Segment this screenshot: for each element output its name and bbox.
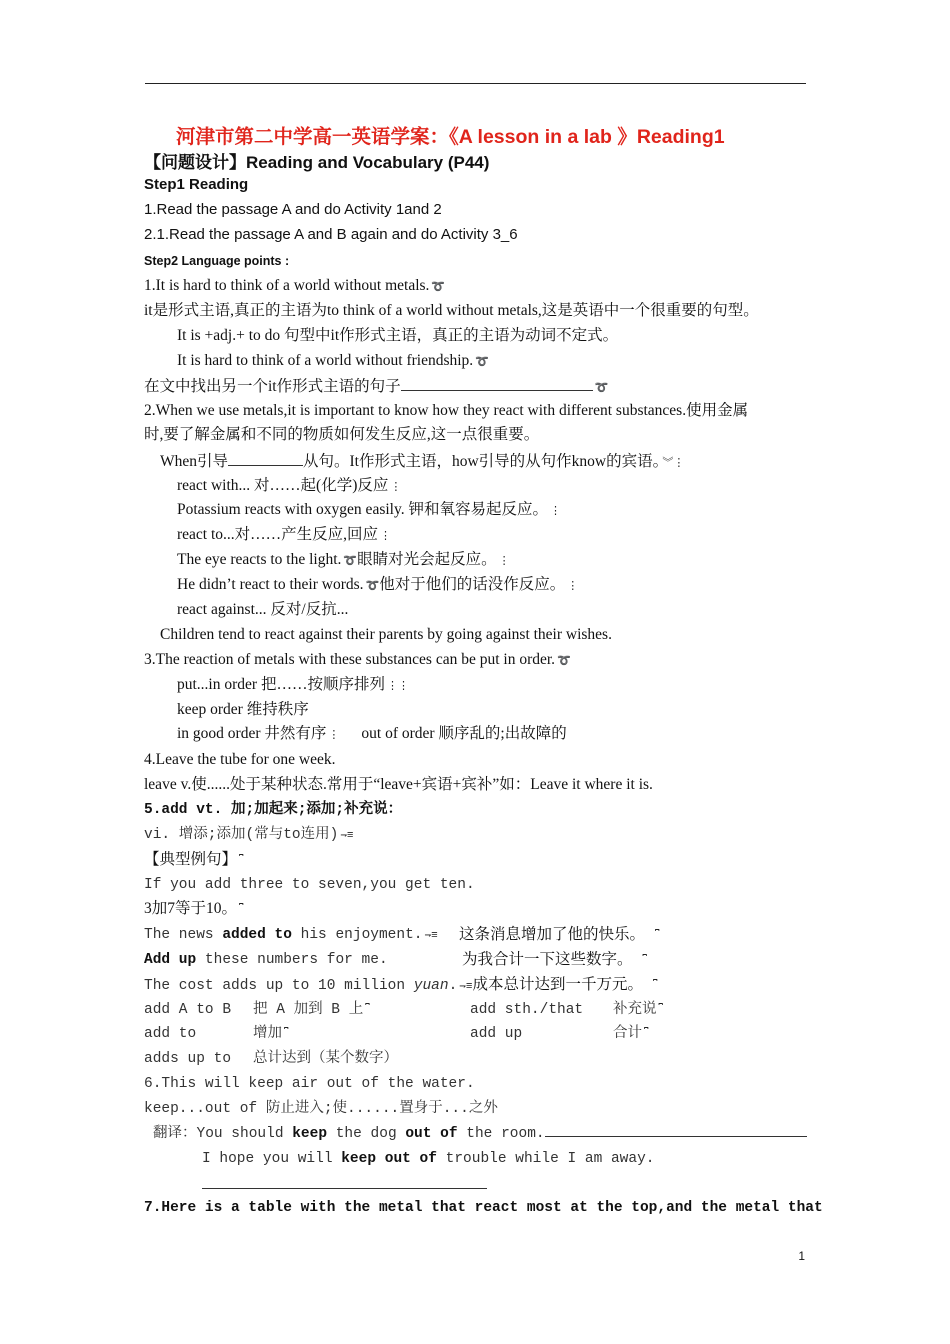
sound-mark-icon: ➰ <box>343 555 358 567</box>
page-title: 河津市第二中学高一英语学案：《A lesson in a lab 》Reading1 <box>176 126 725 148</box>
section-heading: 【问题设计】Reading and Vocabulary (P44) <box>144 153 490 172</box>
phrase-add-up-cn: 合计 ⎴ <box>613 1026 649 1042</box>
sound-mark-icon: ➰ <box>557 655 571 667</box>
sound-mark-icon: ➰ <box>431 281 446 293</box>
point1-task: 在文中找出另一个it作形式主语的句子 ➰ <box>144 378 609 395</box>
phrase-add-to-cn: 增加 ⎴ <box>253 1026 289 1042</box>
page-number: 1 <box>798 1249 805 1263</box>
arrow-mark-icon: ︾⋮ <box>662 457 685 469</box>
point1-sentence: 1.It is hard to think of a world without metals. ➰ <box>144 277 446 294</box>
sound-mark-icon: ➰ <box>594 382 609 394</box>
add-example-3-cn: 为我合计一下这些数字。 ⎴ <box>462 951 647 968</box>
phrase-add-sth-cn: 补充说 ⎴ <box>613 1002 663 1018</box>
he-example: He didn’t react to their words. ➰他对于他们的话没作反应。 ⋮ <box>177 576 579 593</box>
add-vi: vi. 增添;添加(常与to连用) ⇁≡ <box>144 827 354 843</box>
react-against: react against... 反对/反抗... <box>177 601 349 618</box>
point5-heading: 5.add vt. 加;加起来;添加;补充说： <box>144 802 403 818</box>
phrase-adds-up-to-cn: 总计达到（某个数字） <box>253 1051 398 1067</box>
point2-when: When引导 从句。It作形式主语，how引导的从句作know的宾语。 ︾⋮ <box>160 453 685 470</box>
answer-blank[interactable] <box>545 1124 807 1137</box>
phrase-add-a-to-b: add A to B <box>144 1002 232 1018</box>
point2-sentence: 2.When we use metals,it is important to know how they react with different substances.使用金属 <box>144 402 749 419</box>
react-to: react to...对……产生反应,回应 ⋮ <box>177 526 392 543</box>
phrase-add-sth: add sth./that <box>470 1002 584 1018</box>
phrase-add-a-to-b-cn: 把 A 加到 B 上 ⎴ <box>253 1002 370 1018</box>
sound-mark-icon: ➰ <box>365 580 380 592</box>
typical-examples-label: 【典型例句】 ⎴ <box>144 851 244 868</box>
add-example-3: Add up these numbers for me. <box>144 952 388 968</box>
translation-2: I hope you will keep out of trouble while I am away. <box>202 1151 655 1167</box>
point7-sentence: 7.Here is a table with the metal that react most at the top,and the metal that <box>144 1200 823 1216</box>
point2-sentence-cont: 时,要了解金属和不同的物质如何发生反应,这一点很重要。 <box>144 426 540 443</box>
sound-mark-icon: ➰ <box>475 356 489 368</box>
phrase-add-to: add to <box>144 1026 197 1042</box>
answer-blank[interactable] <box>401 376 593 391</box>
eye-example: The eye reacts to the light. ➰眼睛对光会起反应。 ⋮ <box>177 551 510 568</box>
step1-item-2: 2.1.Read the passage A and B again and do Activity 3_6 <box>144 226 518 243</box>
children-example: Children tend to react against their parents by going against their wishes. <box>160 626 612 643</box>
add-example-4: The cost adds up to 10 million yuan. ⇁≡成本总计达到一千万元。 ⎴ <box>144 976 658 994</box>
step1-label: Step1 Reading <box>144 176 249 193</box>
step1-item-1: 1.Read the passage A and do Activity 1and 2 <box>144 201 442 218</box>
answer-blank[interactable] <box>228 451 303 466</box>
potassium-example: Potassium reacts with oxygen easily. 钾和氧容易起反应。 ⋮ <box>177 501 561 518</box>
keep-out-of: keep...out of 防止进入;使......置身于...之外 <box>144 1101 498 1117</box>
leave-explanation: leave v.使......处于某种状态.常用于“leave+宾语+宾补”如：Leave it where it is. <box>144 776 653 793</box>
phrase-adds-up-to: adds up to <box>144 1051 232 1067</box>
add-example-1-cn: 3加7等于10。 ⎴ <box>144 900 244 917</box>
answer-blank[interactable] <box>202 1176 487 1189</box>
point1-example: It is hard to think of a world without friendship. ➰ <box>177 352 489 369</box>
in-good-order: in good order 井然有序 ⋮ out of order 顺序乱的;出故障的 <box>177 725 567 742</box>
point1-explanation: it是形式主语,真正的主语为to think of a world without metals,这是英语中一个很重要的句型。 <box>144 302 759 319</box>
put-in-order: put...in order 把……按顺序排列 ⋮⋮ <box>177 676 409 693</box>
step2-label: Step2 Language points : <box>144 254 290 268</box>
translation-1: 翻译：You should keep the dog out of the room. <box>153 1124 807 1144</box>
add-example-2: The news added to his enjoyment. ⇁≡ <box>144 927 438 943</box>
point4-sentence: 4.Leave the tube for one week. <box>144 751 336 768</box>
react-with: react with... 对……起(化学)反应 ⋮ <box>177 477 402 494</box>
keep-order: keep order 维持秩序 <box>177 701 309 718</box>
header-rule <box>145 83 806 84</box>
add-example-1: If you add three to seven,you get ten. <box>144 877 475 893</box>
point6-sentence: 6.This will keep air out of the water. <box>144 1076 475 1092</box>
point3-sentence: 3.The reaction of metals with these substances can be put in order. ➰ <box>144 651 571 668</box>
add-example-2-cn: 这条消息增加了他的快乐。 ⎴ <box>459 926 660 943</box>
point1-pattern: It is +adj.+ to do 句型中it作形式主语，真正的主语为动词不定式。 <box>177 327 619 344</box>
phrase-add-up: add up <box>470 1026 523 1042</box>
